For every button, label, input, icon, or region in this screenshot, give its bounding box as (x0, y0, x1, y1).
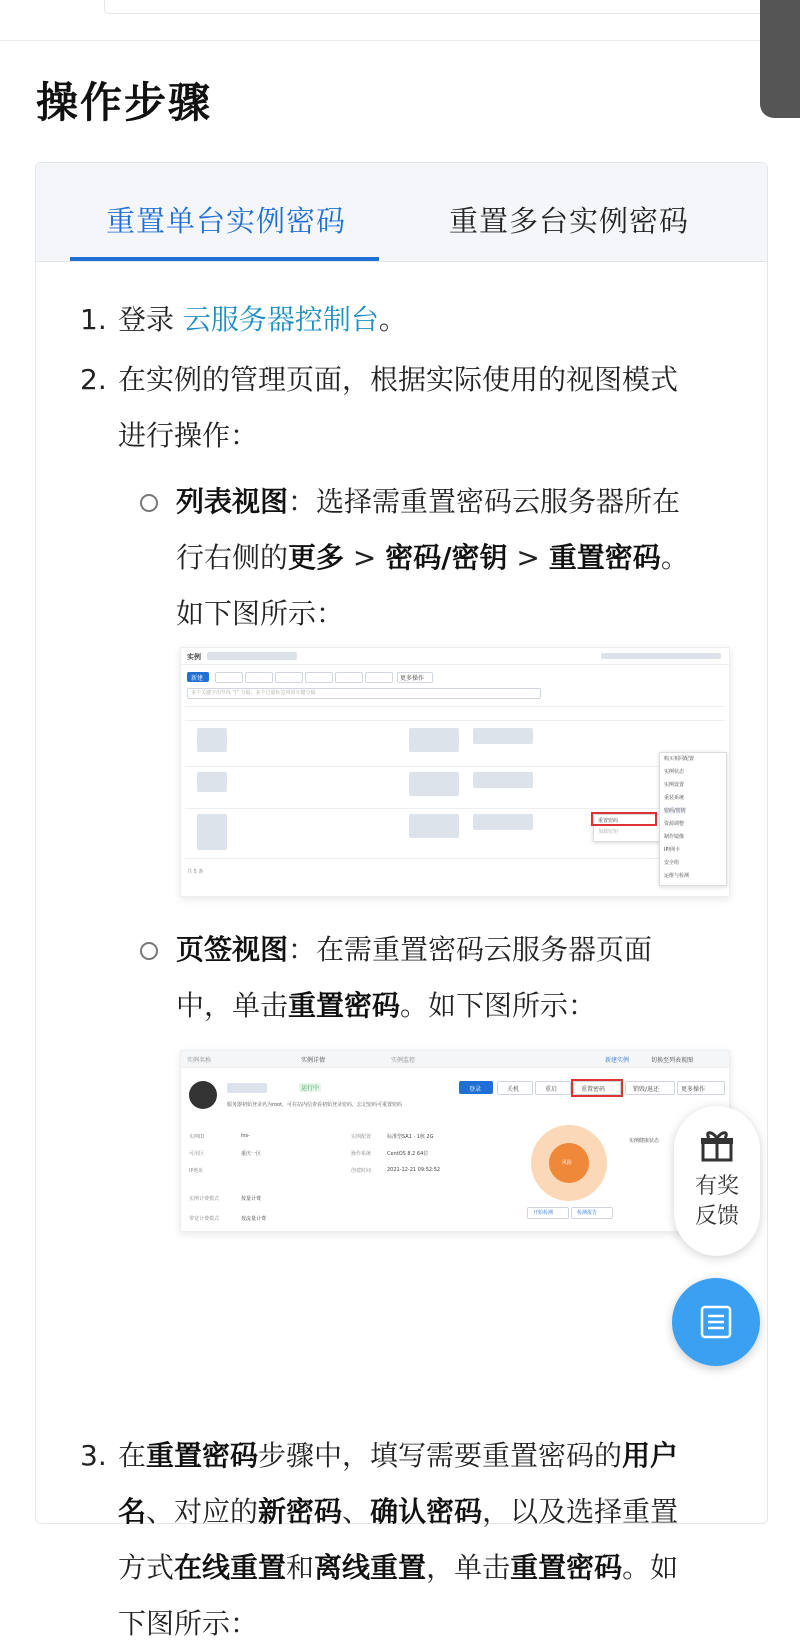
reset-password-highlight (591, 812, 657, 826)
tab-view-screenshot: 实例名称 实例详情 实例监控 新建实例 切换至列表视图 运行中 服务器初始登录名为root，可在站内信查看初始登录密码，忘记密码可重置密码 登录 关机 重启 重置密码 销毁/退还 更多操作 实例ID ins- 可用区 重庆一区 IP地址 实例计费模式 按量计费 带宽计费模式 按流量计费 实例配置 标准型SA1 · 1核 2G 操作系统 CentOS 8.2 64位 创建时间 2021-12-21 09:52:52 风险 开始检测 检测报告 实例健康状态 (180, 1050, 730, 1232)
divider (0, 40, 800, 41)
bullet-icon (140, 942, 158, 960)
toc-button[interactable] (672, 1278, 760, 1366)
tab-reset-single[interactable]: 重置单台实例密码 (106, 204, 347, 238)
password-submenu: 重置密码 加载密钥 (593, 814, 661, 842)
page-title: 操作步骤 (36, 78, 213, 127)
step-2-line1: 在实例的管理页面，根据实际使用的视图模式 (118, 363, 679, 396)
tabbed-card: 重置单台实例密码 重置多台实例密码 1. 登录 云服务器控制台。 2. 在实例的管理页面，根据实际使用的视图模式 进行操作： 列表视图：选择需重置密码云服务器所在 行右侧的更多 > 密码/密钥 > 重置密码。 如下图所示： 实例 新建 更多操作 多个关键字用竖线 "|" 分隔，多个过滤标签用回车键分隔 重置密码 加载密钥 购买相同配置 实例状态 实例设置 重装系统 密码/密钥 资源调整 制作镜像 IP/网卡 安全组 运维与检测 共 5 条 页签视图：在需重置密码云服务器页面 中，单击重置密码。如下图所示： 实例名称 实例详情 实例监控 新建实例 切换至列表视图 运行中 服务器初始登录名为root，可在站内信查看初始登录密码，忘记密码可重置密码 登录 关机 重启 重置密码 销毁/退还 更多操作 实例ID ins- 可用区 重庆一区 IP地址 实例计费模式 按量计费 带宽计费模式 按流量计费 实例配置 标准型SA1 · 1核 2G 操作系统 CentOS 8.2 64位 创建时间 2021-12-21 09:52:52 风险 开始检测 检测报告 实例健康状态 3. 在重置密码步骤中，填写需要重置密码的用户 名、对应的新密码、确认密码，以及选择重置 方式在线重置和离线重置，单击重置密码。如 下图所示： (35, 162, 768, 1524)
scrollbar-thumb[interactable] (760, 0, 800, 118)
active-tab-indicator (70, 257, 379, 261)
bullet-icon (140, 494, 158, 512)
list-view-screenshot: 实例 新建 更多操作 多个关键字用竖线 "|" 分隔，多个过滤标签用回车键分隔 重置密码 加载密钥 购买相同配置 实例状态 实例设置 重装系统 密码/密钥 资源调整 制作镜像 IP/网卡 安全组 运维与检测 共 5 条 (180, 647, 730, 897)
instance-avatar (189, 1081, 217, 1109)
reset-password-highlight (571, 1079, 623, 1097)
top-input-box (104, 0, 800, 14)
list-icon (699, 1305, 733, 1339)
gift-icon (699, 1128, 735, 1164)
step-2-line2: 进行操作： (118, 419, 259, 452)
reward-feedback-button[interactable]: 有奖 反馈 (674, 1106, 760, 1256)
step-1-text: 登录 (118, 303, 183, 336)
more-dropdown-menu: 购买相同配置 实例状态 实例设置 重装系统 密码/密钥 资源调整 制作镜像 IP/网卡 安全组 运维与检测 (659, 752, 727, 886)
tab-bar (36, 163, 767, 262)
tab-reset-multiple[interactable]: 重置多台实例密码 (449, 204, 690, 238)
console-link[interactable]: 云服务器控制台 (182, 303, 379, 336)
